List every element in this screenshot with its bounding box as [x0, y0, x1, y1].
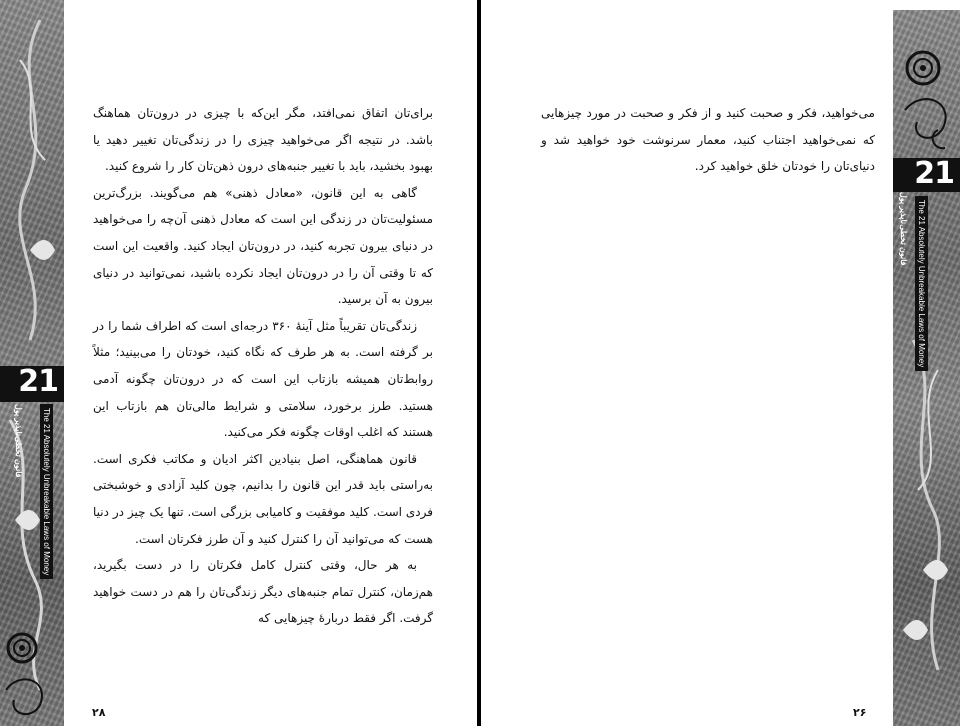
- paragraph: به هر حال، وقتی کنترل کامل فکرتان را در دست بگیرید، هم‌زمان، کنترل تمام جنبه‌های دیگر زندگی‌تان را هم در دست خواهید گرفت. اگر فقط دربارهٔ چیزهایی که: [93, 558, 433, 626]
- chapter-title-fa: قانون تخطی‌ناپذیر پول: [14, 404, 23, 478]
- left-decorative-band: [0, 0, 64, 726]
- page-number: ۲۶: [853, 706, 867, 719]
- paragraph: قانون هماهنگی، اصل بنیادین اکثر ادیان و مکاتب فکری است. به‌راستی باید قدر این قانون را بدانیم، چون کلید آزادی و خوشبختی فردی است. کلید موفقیت و کامیابی بزرگی است. تنها یک چیز در دنیا هست که می‌توانید آن را کنترل کنید و آن طرز فکرتان است.: [93, 451, 433, 546]
- chapter-badge: [0, 366, 64, 402]
- chapter-title-en: The 21 Absolutely Unbreakable Laws of Money: [915, 196, 928, 371]
- paragraph: برای‌تان اتفاق نمی‌افتد، مگر این‌که با چیزی در درون‌تان هماهنگ باشد. در نتیجه اگر می‌خواهید چیزی را در زندگی‌تان تغییر دهید یا بهبود بخشید، باید با تغییر جنبه‌های درون ذهن‌تان کار را شروع کنید.: [93, 106, 433, 174]
- chapter-number: 21: [18, 364, 58, 399]
- chapter-title-fa: قانون تخطی‌ناپذیر پول: [899, 192, 908, 266]
- paragraph: گاهی به این قانون، «معادل ذهنی» هم می‌گویند. بزرگ‌ترین مسئولیت‌تان در زندگی این است که معادل ذهنی آن‌چه را می‌خواهید در دنیای بیرون تجربه کنید، در درون‌تان ایجاد کنید. واقعیت این است که تا وقتی آن را در درون‌تان ایجاد نکرده باشید، نمی‌توانید در دنیای بیرون به آن برسید.: [93, 185, 433, 307]
- chapter-badge: [893, 158, 960, 192]
- right-page: [481, 0, 960, 726]
- paragraph: می‌خواهید، فکر و صحبت کنید و از فکر و صحبت در مورد چیزهایی که نمی‌خواهید اجتناب کنید، معمار سرنوشت خود خواهید شد و دنیای‌تان را خودتان خلق خواهید کرد.: [541, 106, 875, 174]
- page-number: ۲۸: [92, 706, 106, 719]
- paragraph: زندگی‌تان تقریباً مثل آینهٔ ۳۶۰ درجه‌ای است که اطراف شما را در بر گرفته است. به هر طرف که نگاه کنید، خودتان را می‌بینید؛ مثلاً روابط‌تان همیشه بازتاب این است که در درون‌تان چگونه آدمی هستید. طرز برخورد، سلامتی و شرایط مالی‌تان هم بازتاب این هستند که اغلب اوقات چگونه فکر می‌کنید.: [93, 318, 433, 440]
- right-page-text: [541, 100, 875, 180]
- left-page-text: [93, 100, 433, 632]
- right-decorative-band: [893, 10, 960, 726]
- chapter-title-en: The 21 Absolutely Unbreakable Laws of Money: [40, 404, 53, 579]
- left-page: [0, 0, 478, 726]
- floral-pattern-icon: [0, 0, 64, 726]
- chapter-number: 21: [914, 156, 954, 191]
